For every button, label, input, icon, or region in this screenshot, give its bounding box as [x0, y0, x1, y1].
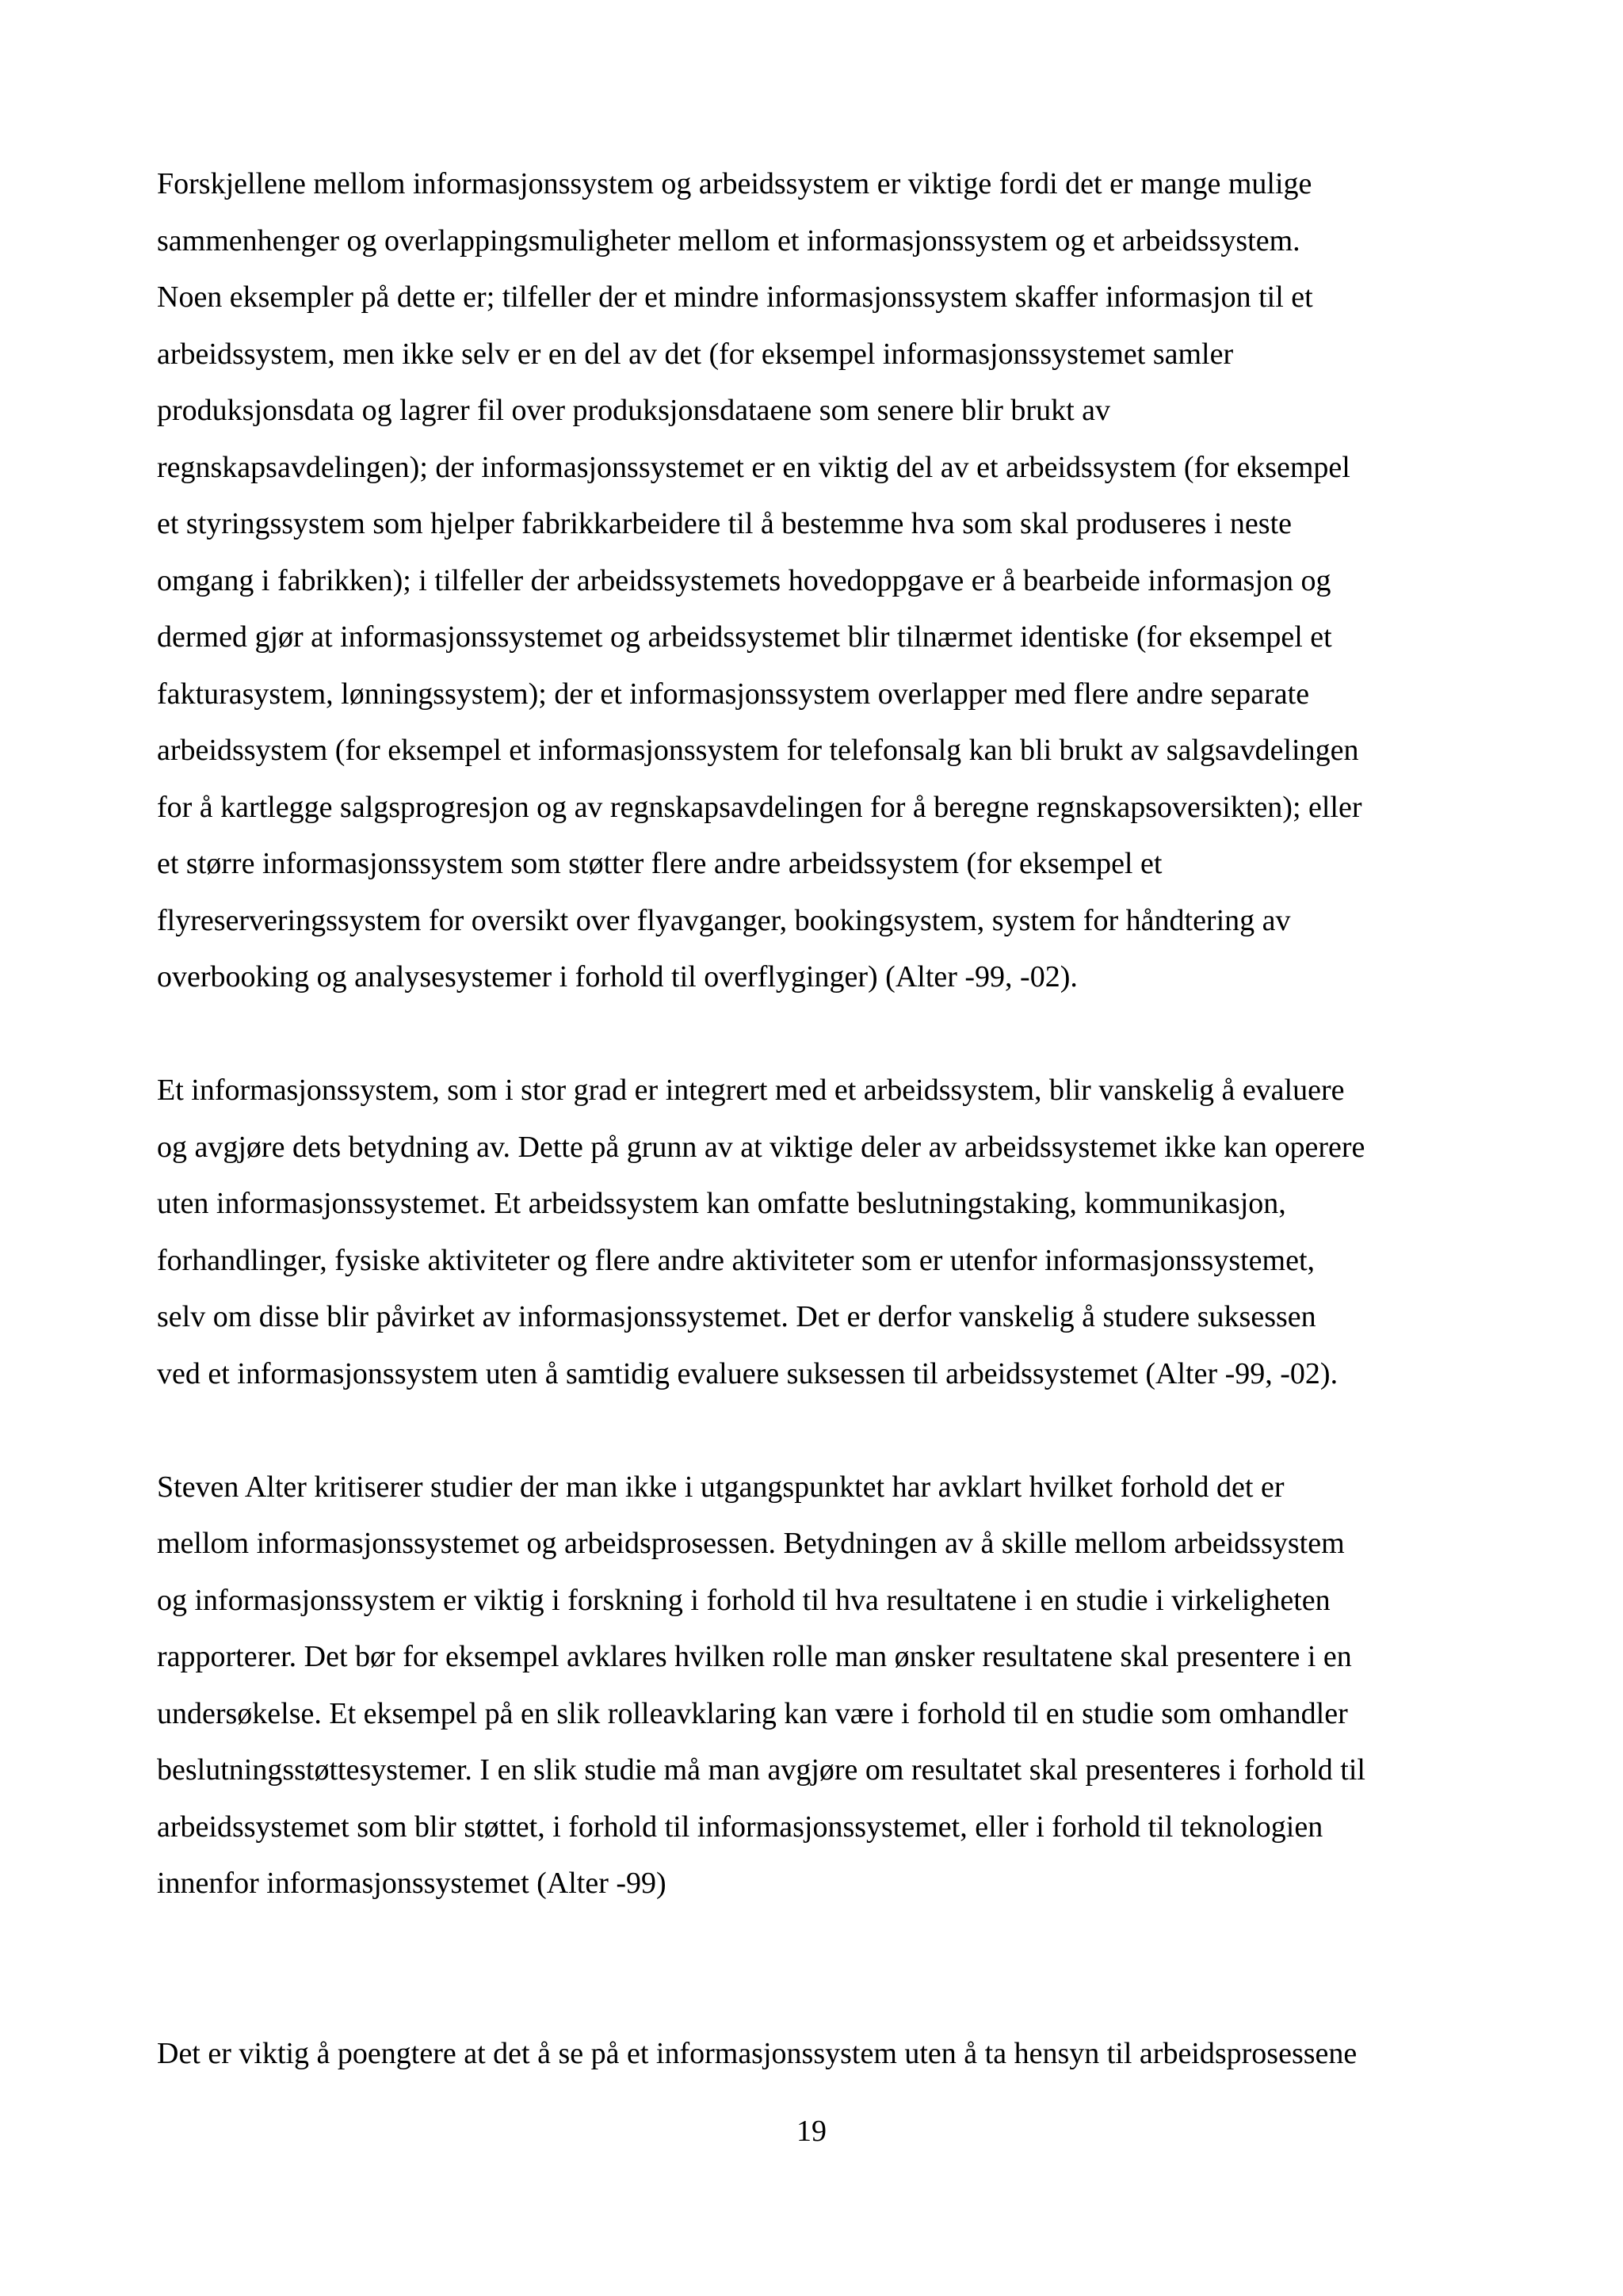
paragraph-spacer — [157, 1006, 1472, 1063]
text-line: innenfor informasjonssystemet (Alter -99) — [157, 1867, 666, 1900]
text-line: mellom informasjonssystemet og arbeidsprosessen. Betydningen av å skille mellom arbeidssystem — [157, 1527, 1345, 1560]
text-line: regnskapsavdelingen); der informasjonssystemet er en viktig del av et arbeidssystem (for eksempel — [157, 450, 1350, 484]
text-line: beslutningsstøttesystemer. I en slik studie må man avgjøre om resultatet skal presenteres i forhold til — [157, 1753, 1365, 1787]
text-line: rapporterer. Det bør for eksempel avklares hvilken rolle man ønsker resultatene skal presentere i en — [157, 1640, 1352, 1673]
text-line: overbooking og analysesystemer i forhold til overflyginger) (Alter -99, -02). — [157, 960, 1078, 994]
paragraph-spacer — [157, 1402, 1472, 1459]
text-line: omgang i fabrikken); i tilfeller der arbeidssystemets hovedoppgave er å bearbeide informasjon og — [157, 563, 1331, 597]
text-line: sammenhenger og overlappingsmuligheter mellom et informasjonssystem og et arbeidssystem. — [157, 223, 1300, 257]
text-line: selv om disse blir påvirket av informasjonssystemet. Det er derfor vanskelig å studere suksessen — [157, 1300, 1316, 1333]
page-number: 19 — [796, 2115, 827, 2148]
text-line: flyreserveringssystem for oversikt over flyavganger, bookingsystem, system for håndtering av — [157, 903, 1291, 937]
text-line: Noen eksempler på dette er; tilfeller der et mindre informasjonssystem skaffer informasjon til et — [157, 280, 1313, 314]
paragraph-spacer — [157, 1913, 1472, 2026]
text-line: og avgjøre dets betydning av. Dette på grunn av at viktige deler av arbeidssystemet ikke kan operere — [157, 1130, 1365, 1164]
text-line: et større informasjonssystem som støtter flere andre arbeidssystem (for eksempel et — [157, 847, 1163, 880]
paragraph-4 — [157, 2026, 1472, 2083]
paragraph-3 — [157, 1459, 1472, 1913]
text-line: undersøkelse. Et eksempel på en slik rolleavklaring kan være i forhold til en studie som omhandler — [157, 1696, 1348, 1730]
text-line: ved et informasjonssystem uten å samtidig evaluere suksessen til arbeidssystemet (Alter -99, -02). — [157, 1356, 1338, 1390]
text-line: og informasjonssystem er viktig i forskning i forhold til hva resultatene i en studie i virkeligheten — [157, 1583, 1331, 1617]
text-line: for å kartlegge salgsprogresjon og av regnskapsavdelingen for å beregne regnskapsoversikten); eller — [157, 790, 1362, 824]
text-line: et styringssystem som hjelper fabrikkarbeidere til å bestemme hva som skal produseres i neste — [157, 507, 1293, 540]
text-line: produksjonsdata og lagrer fil over produksjonsdataene som senere blir brukt av — [157, 394, 1111, 427]
text-line: arbeidssystem, men ikke selv er en del av det (for eksempel informasjonssystemet samler — [157, 337, 1234, 371]
text-line: forhandlinger, fysiske aktiviteter og flere andre aktiviteter som er utenfor informasjonssystemet, — [157, 1243, 1316, 1277]
text-line: arbeidssystemet som blir støttet, i forhold til informasjonssystemet, eller i forhold til teknologien — [157, 1810, 1323, 1844]
paragraph-2 — [157, 1062, 1472, 1402]
text-line: Et informasjonssystem, som i stor grad er integrert med et arbeidssystem, blir vanskelig å evaluere — [157, 1074, 1345, 1107]
text-line: fakturasystem, lønningssystem); der et informasjonssystem overlapper med flere andre separate — [157, 677, 1310, 711]
text-line: Forskjellene mellom informasjonssystem og arbeidssystem er viktige fordi det er mange mulige — [157, 167, 1312, 200]
text-line: Det er viktig å poengtere at det å se på et informasjonssystem uten å ta hensyn til arbeidsprosessene — [157, 2036, 1358, 2070]
text-line: arbeidssystem (for eksempel et informasjonssystem for telefonsalg kan bli brukt av salgsavdelingen — [157, 734, 1359, 767]
text-line: dermed gjør at informasjonssystemet og arbeidssystemet blir tilnærmet identiske (for eksempel et — [157, 620, 1332, 654]
document-body — [157, 156, 1472, 2082]
text-line: Steven Alter kritiserer studier der man ikke i utgangspunktet har avklart hvilket forhold det er — [157, 1470, 1285, 1504]
paragraph-1 — [157, 156, 1472, 1006]
text-line: uten informasjonssystemet. Et arbeidssystem kan omfatte beslutningstaking, kommunikasjon, — [157, 1187, 1286, 1220]
